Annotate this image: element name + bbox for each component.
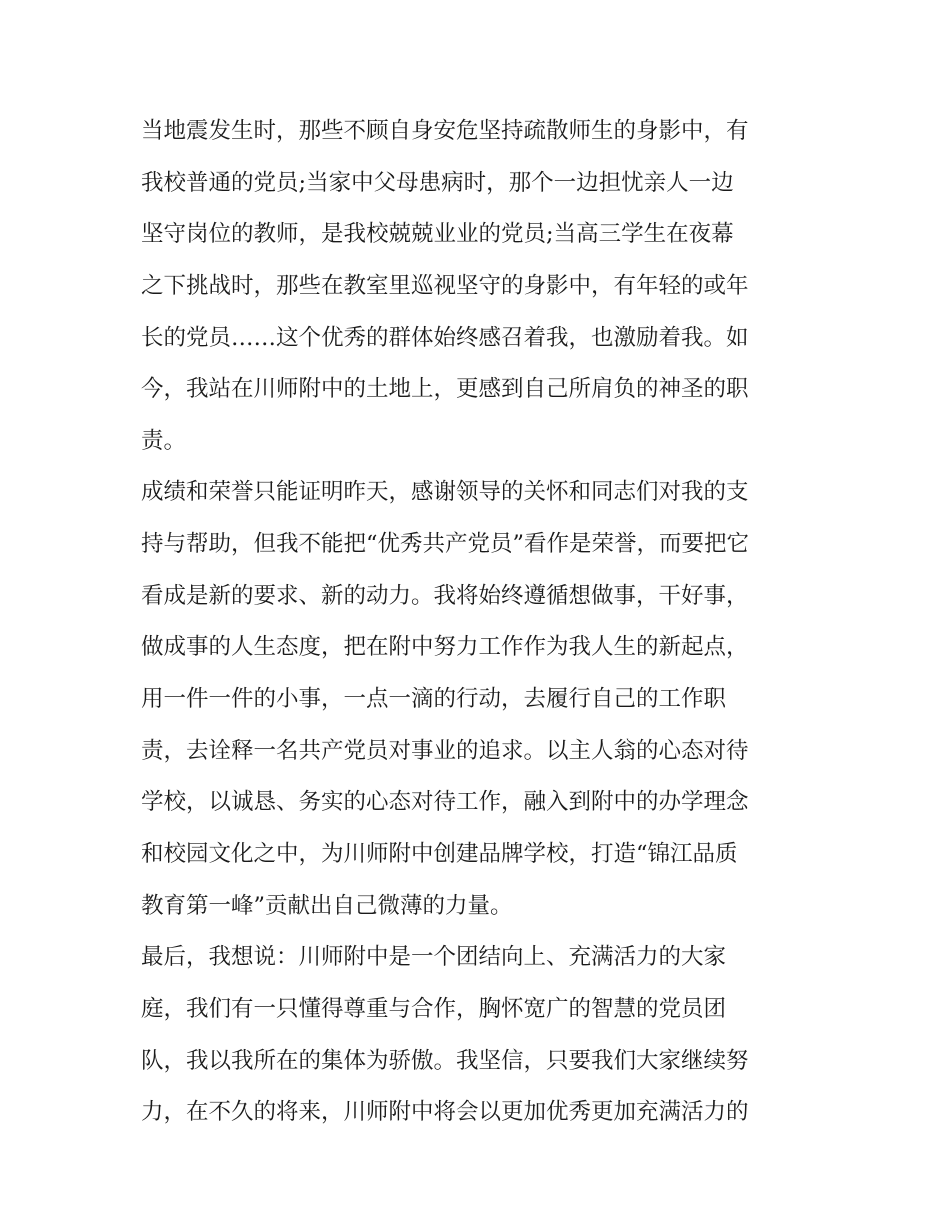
text-line: 坚守岗位的教师，是我校兢兢业业的党员;当高三学生在夜幕 xyxy=(141,221,734,248)
text-line: 做成事的人生态度，把在附中努力工作作为我人生的新起点， xyxy=(141,634,749,661)
text-line: 持与帮助，但我不能把“优秀共产党员”看作是荣誉，而要把它 xyxy=(141,531,750,558)
text-line: 力，在不久的将来，川师附中将会以更加优秀更加充满活力的 xyxy=(141,1099,749,1126)
text-line: 看成是新的要求、新的动力。我将始终遵循想做事，干好事， xyxy=(141,582,749,609)
text-line: 之下挑战时，那些在教室里巡视坚守的身影中，有年轻的或年 xyxy=(141,272,749,299)
text-line: 我校普通的党员;当家中父母患病时，那个一边担忧亲人一边 xyxy=(141,169,734,196)
paragraph-2 xyxy=(141,467,821,932)
document-body xyxy=(141,106,821,1139)
text-line: 责，去诠释一名共产党员对事业的追求。以主人翁的心态对待 xyxy=(141,737,749,764)
text-line: 和校园文化之中，为川师附中创建品牌学校，打造“锦江品质 xyxy=(141,840,738,867)
text-line: 庭，我们有一只懂得尊重与合作，胸怀宽广的智慧的党员团 xyxy=(141,995,727,1022)
text-line: 用一件一件的小事，一点一滴的行动，去履行自己的工作职 xyxy=(141,686,727,713)
paragraph-3 xyxy=(141,932,821,1139)
text-line: 成绩和荣誉只能证明昨天，感谢领导的关怀和同志们对我的支 xyxy=(141,479,749,506)
text-line: 最后，我想说：川师附中是一个团结向上、充满活力的大家 xyxy=(141,944,727,971)
text-line: 队，我以我所在的集体为骄傲。我坚信，只要我们大家继续努 xyxy=(141,1047,749,1074)
text-line: 当地震发生时，那些不顾自身安危坚持疏散师生的身影中，有 xyxy=(141,118,749,144)
text-line: 长的党员……这个优秀的群体始终感召着我，也激励着我。如 xyxy=(141,324,749,351)
text-line: 教育第一峰”贡献出自己微薄的力量。 xyxy=(141,892,513,919)
text-line: 学校，以诚恳、务实的心态对待工作，融入到附中的办学理念 xyxy=(141,789,749,816)
text-line: 今，我站在川师附中的土地上，更感到自己所肩负的神圣的职 xyxy=(141,376,749,403)
paragraph-1 xyxy=(141,106,821,467)
text-line: 责。 xyxy=(141,427,187,454)
